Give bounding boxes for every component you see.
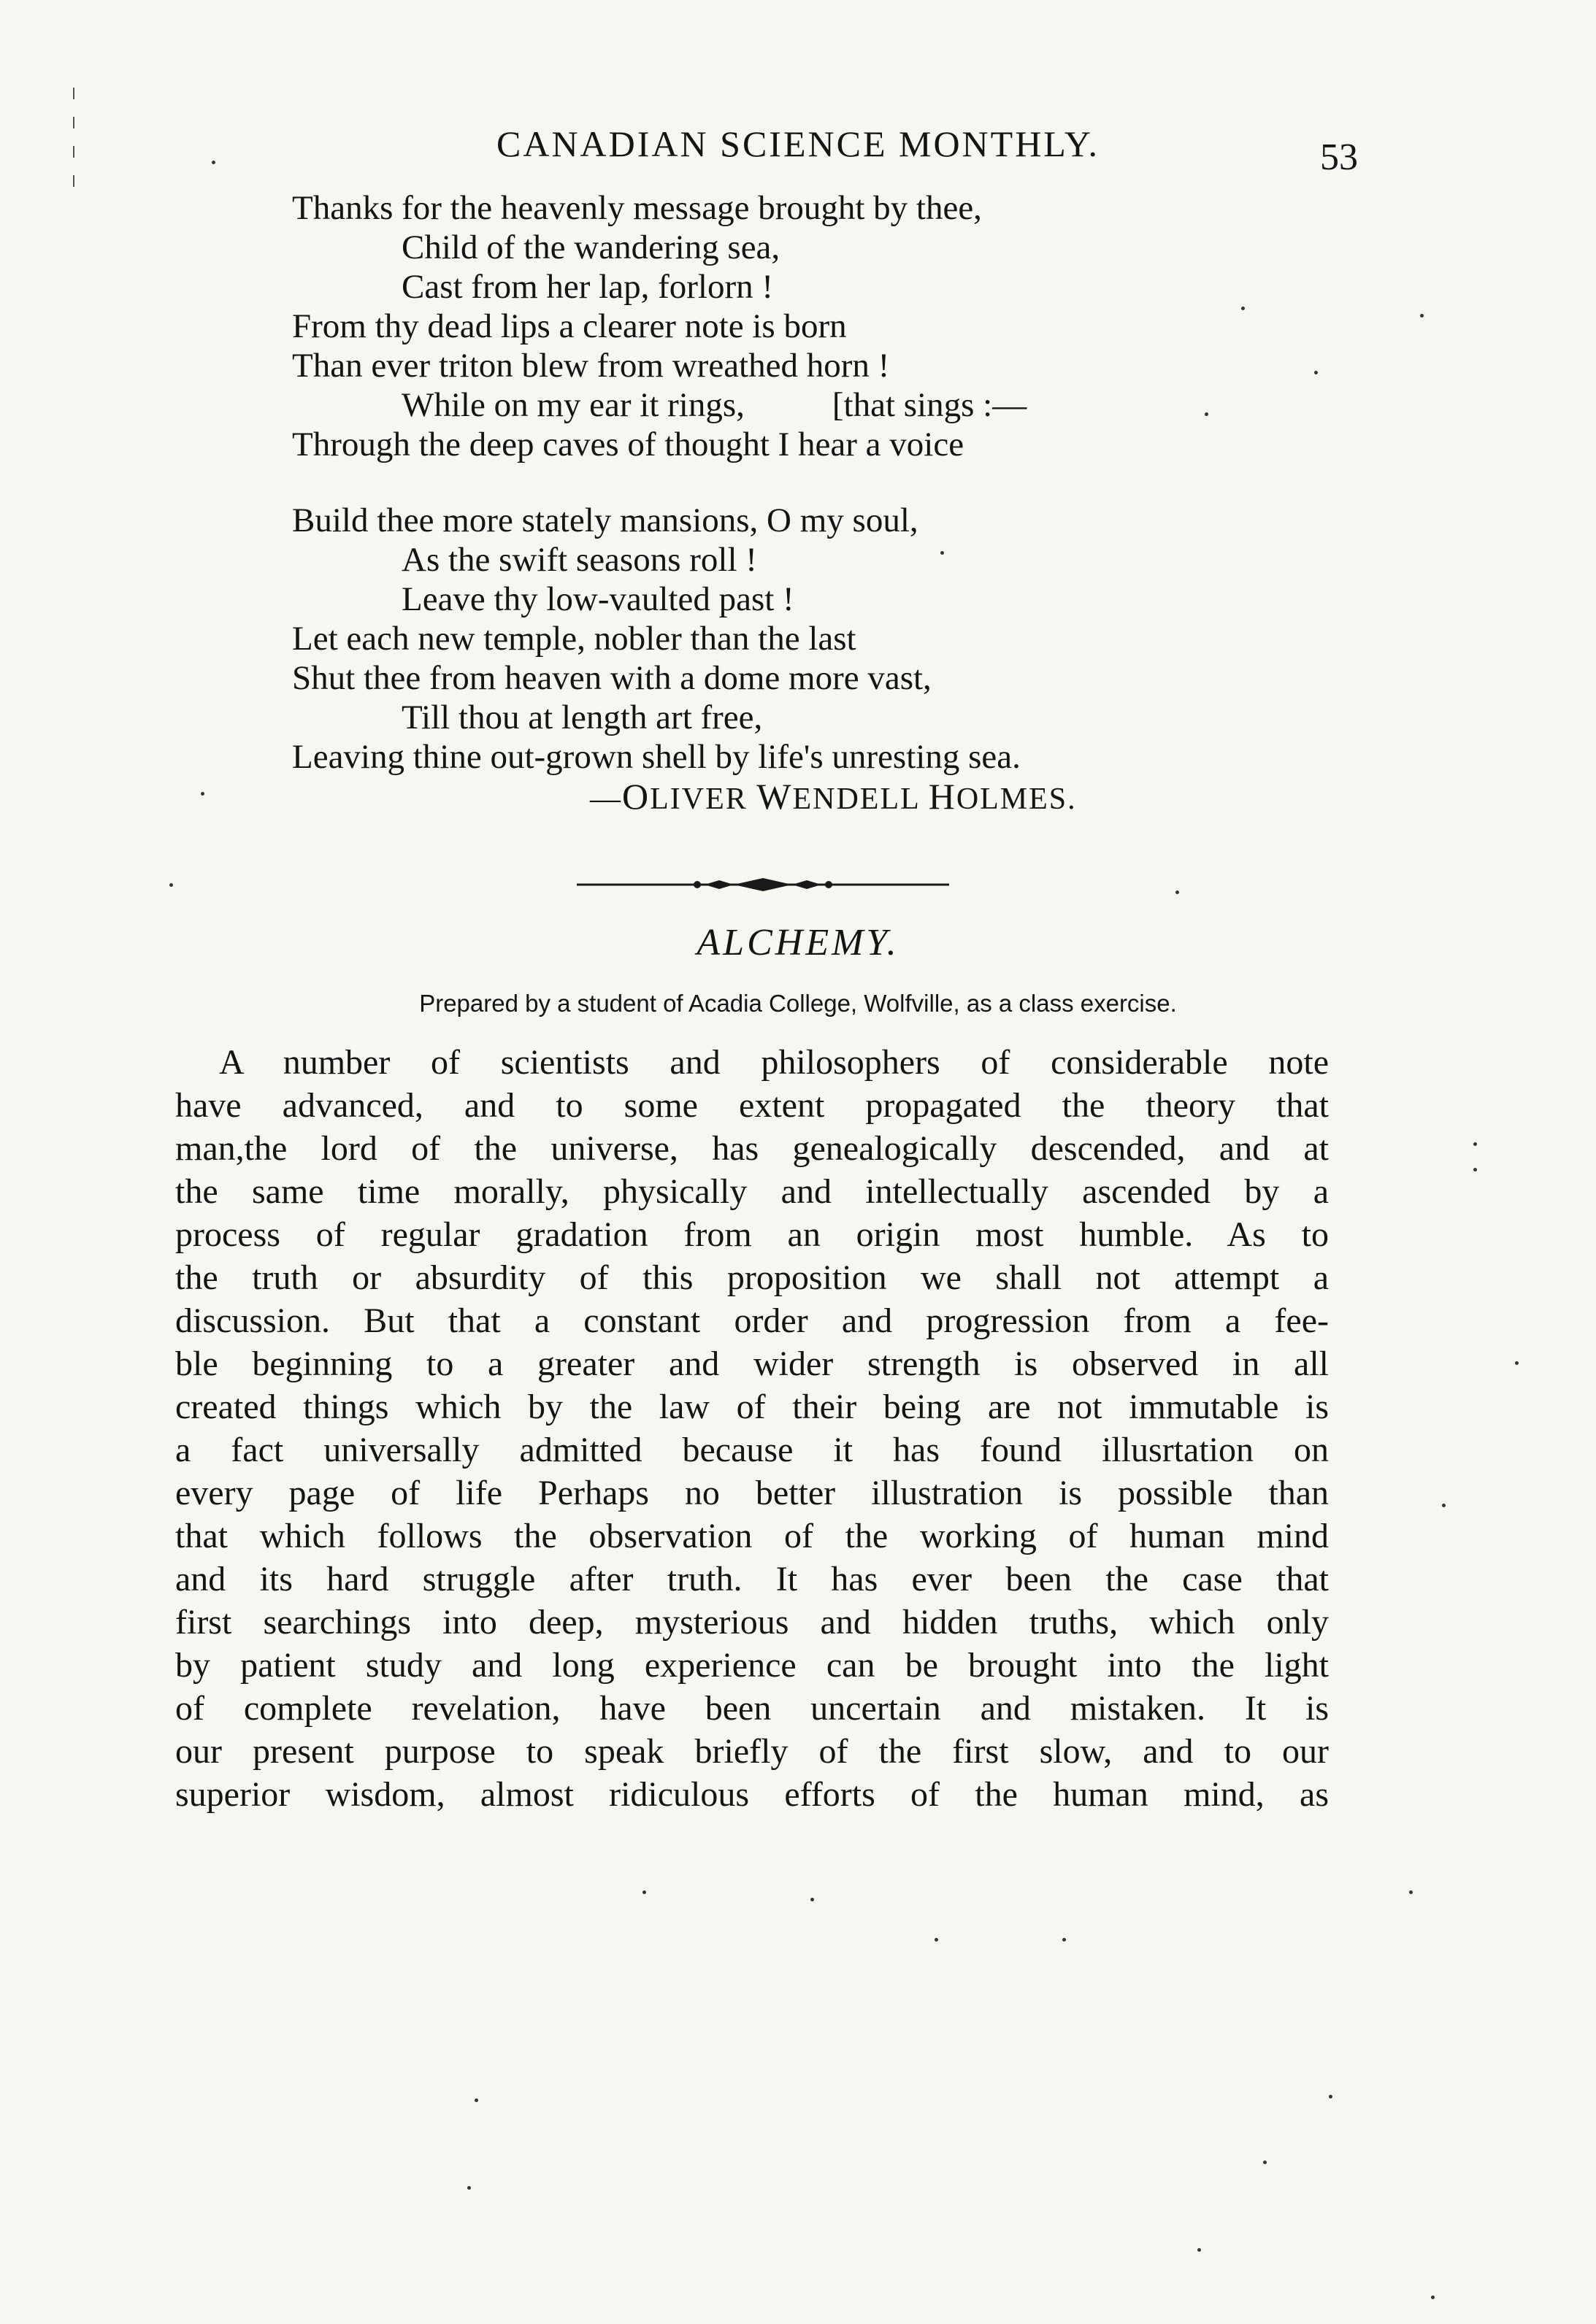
running-header: CANADIAN SCIENCE MONTHLY. [496, 123, 1100, 164]
poem-attribution [590, 775, 1077, 817]
body-line: a fact universally admitted because it has found illusrtation on [175, 1431, 1329, 1469]
poem-line: As the swift seasons roll ! [402, 541, 757, 579]
section-divider-ornament [577, 876, 949, 893]
body-line: discussion. But that a constant order and progression from a fee- [175, 1301, 1329, 1340]
body-line: process of regular gradation from an origin most humble. As to [175, 1215, 1329, 1254]
stanza-break [292, 464, 1241, 501]
scan-speck [935, 1938, 938, 1942]
scan-speck [169, 883, 173, 887]
poem-line: Till thou at length art free, [402, 699, 763, 736]
poem-line: Build thee more stately mansions, O my soul, [292, 501, 918, 539]
poem-line-tail: [that sings :— [832, 386, 1027, 424]
body-line: have advanced, and to some extent propagated the theory that [175, 1086, 1329, 1125]
scan-speck [1175, 890, 1179, 894]
scan-speck [1263, 2161, 1267, 2164]
poem-line: Than ever triton blew from wreathed horn ! [292, 347, 890, 385]
scan-speck [1420, 314, 1424, 318]
poem-line: Leaving thine out-grown shell by life's unresting sea. [292, 738, 1021, 776]
poem-line: From thy dead lips a clearer note is born [292, 307, 847, 345]
article-body [175, 1041, 1329, 1816]
scan-speck [1473, 1142, 1477, 1146]
scan-speck [1442, 1504, 1446, 1507]
attribution-dash: — [590, 782, 622, 816]
scan-speck [467, 2186, 471, 2190]
poem-line: While on my ear it rings, [402, 386, 745, 424]
scan-speck [1409, 1890, 1413, 1894]
scan-speck [1197, 2248, 1201, 2252]
margin-mark [73, 146, 74, 158]
body-line: by patient study and long experience can be brought into the light [175, 1646, 1329, 1685]
body-line: and its hard struggle after truth. It has ever been the case that [175, 1560, 1329, 1598]
article-title: ALCHEMY. [697, 922, 899, 963]
poem-line: Through the deep caves of thought I hear a voice [292, 426, 964, 463]
body-line: first searchings into deep, mysterious and hidden truths, which only [175, 1603, 1329, 1642]
page-number: 53 [1320, 136, 1358, 178]
poem-line: Leave thy low-vaulted past ! [402, 580, 794, 618]
body-line: that which follows the observation of the working of human mind [175, 1517, 1329, 1555]
scan-speck [1241, 307, 1245, 310]
poem-line-with-tail [292, 385, 1241, 425]
attribution-part: LIVER [650, 782, 748, 816]
article-subtitle: Prepared by a student of Acadia College, Wolfville, as a class exercise. [419, 990, 1177, 1017]
poem-line: Shut thee from heaven with a dome more vast, [292, 659, 932, 697]
poem-line: Cast from her lap, forlorn ! [402, 268, 774, 306]
scan-speck [642, 1890, 646, 1894]
scan-speck [1431, 2296, 1435, 2299]
attribution-initial: O [622, 776, 651, 817]
attribution-part: ENDELL [792, 782, 920, 816]
poem-line: Let each new temple, nobler than the last [292, 620, 856, 658]
scan-speck [1515, 1361, 1519, 1365]
scan-speck [1329, 2095, 1332, 2098]
body-line: man,the lord of the universe, has genealogically descended, and at [175, 1129, 1329, 1168]
body-line: superior wisdom, almost ridiculous efforts of the human mind, as [175, 1775, 1329, 1814]
scan-speck [810, 1898, 814, 1901]
body-line: the truth or absurdity of this proposition we shall not attempt a [175, 1258, 1329, 1297]
poem-line: Thanks for the heavenly message brought by thee, [292, 189, 982, 227]
poem-line: Child of the wandering sea, [402, 228, 780, 266]
body-line: the same time morally, physically and intellectually ascended by a [175, 1172, 1329, 1211]
margin-mark [73, 117, 74, 128]
scan-speck [201, 792, 204, 796]
body-line: created things which by the law of their being are not immutable is [175, 1388, 1329, 1426]
scan-speck [1062, 1938, 1066, 1942]
attribution-initial: H [928, 776, 956, 817]
scan-speck [1314, 371, 1318, 374]
attribution-part: OLMES. [956, 782, 1077, 816]
margin-mark [73, 175, 74, 187]
body-line: our present purpose to speak briefly of the first slow, and to our [175, 1732, 1329, 1771]
body-line: of complete revelation, have been uncertain and mistaken. It is [175, 1689, 1329, 1728]
scan-speck [1473, 1168, 1477, 1171]
body-line: ble beginning to a greater and wider strength is observed in all [175, 1344, 1329, 1383]
scan-speck [212, 161, 215, 164]
scan-speck [475, 2098, 478, 2102]
scan-speck [940, 551, 944, 555]
body-line: A number of scientists and philosophers of considerable note [219, 1043, 1329, 1082]
body-line: every page of life Perhaps no better illustration is possible than [175, 1474, 1329, 1512]
poem [292, 188, 1241, 777]
margin-mark [73, 88, 74, 99]
scan-speck [1205, 412, 1208, 416]
attribution-initial: W [756, 776, 793, 817]
